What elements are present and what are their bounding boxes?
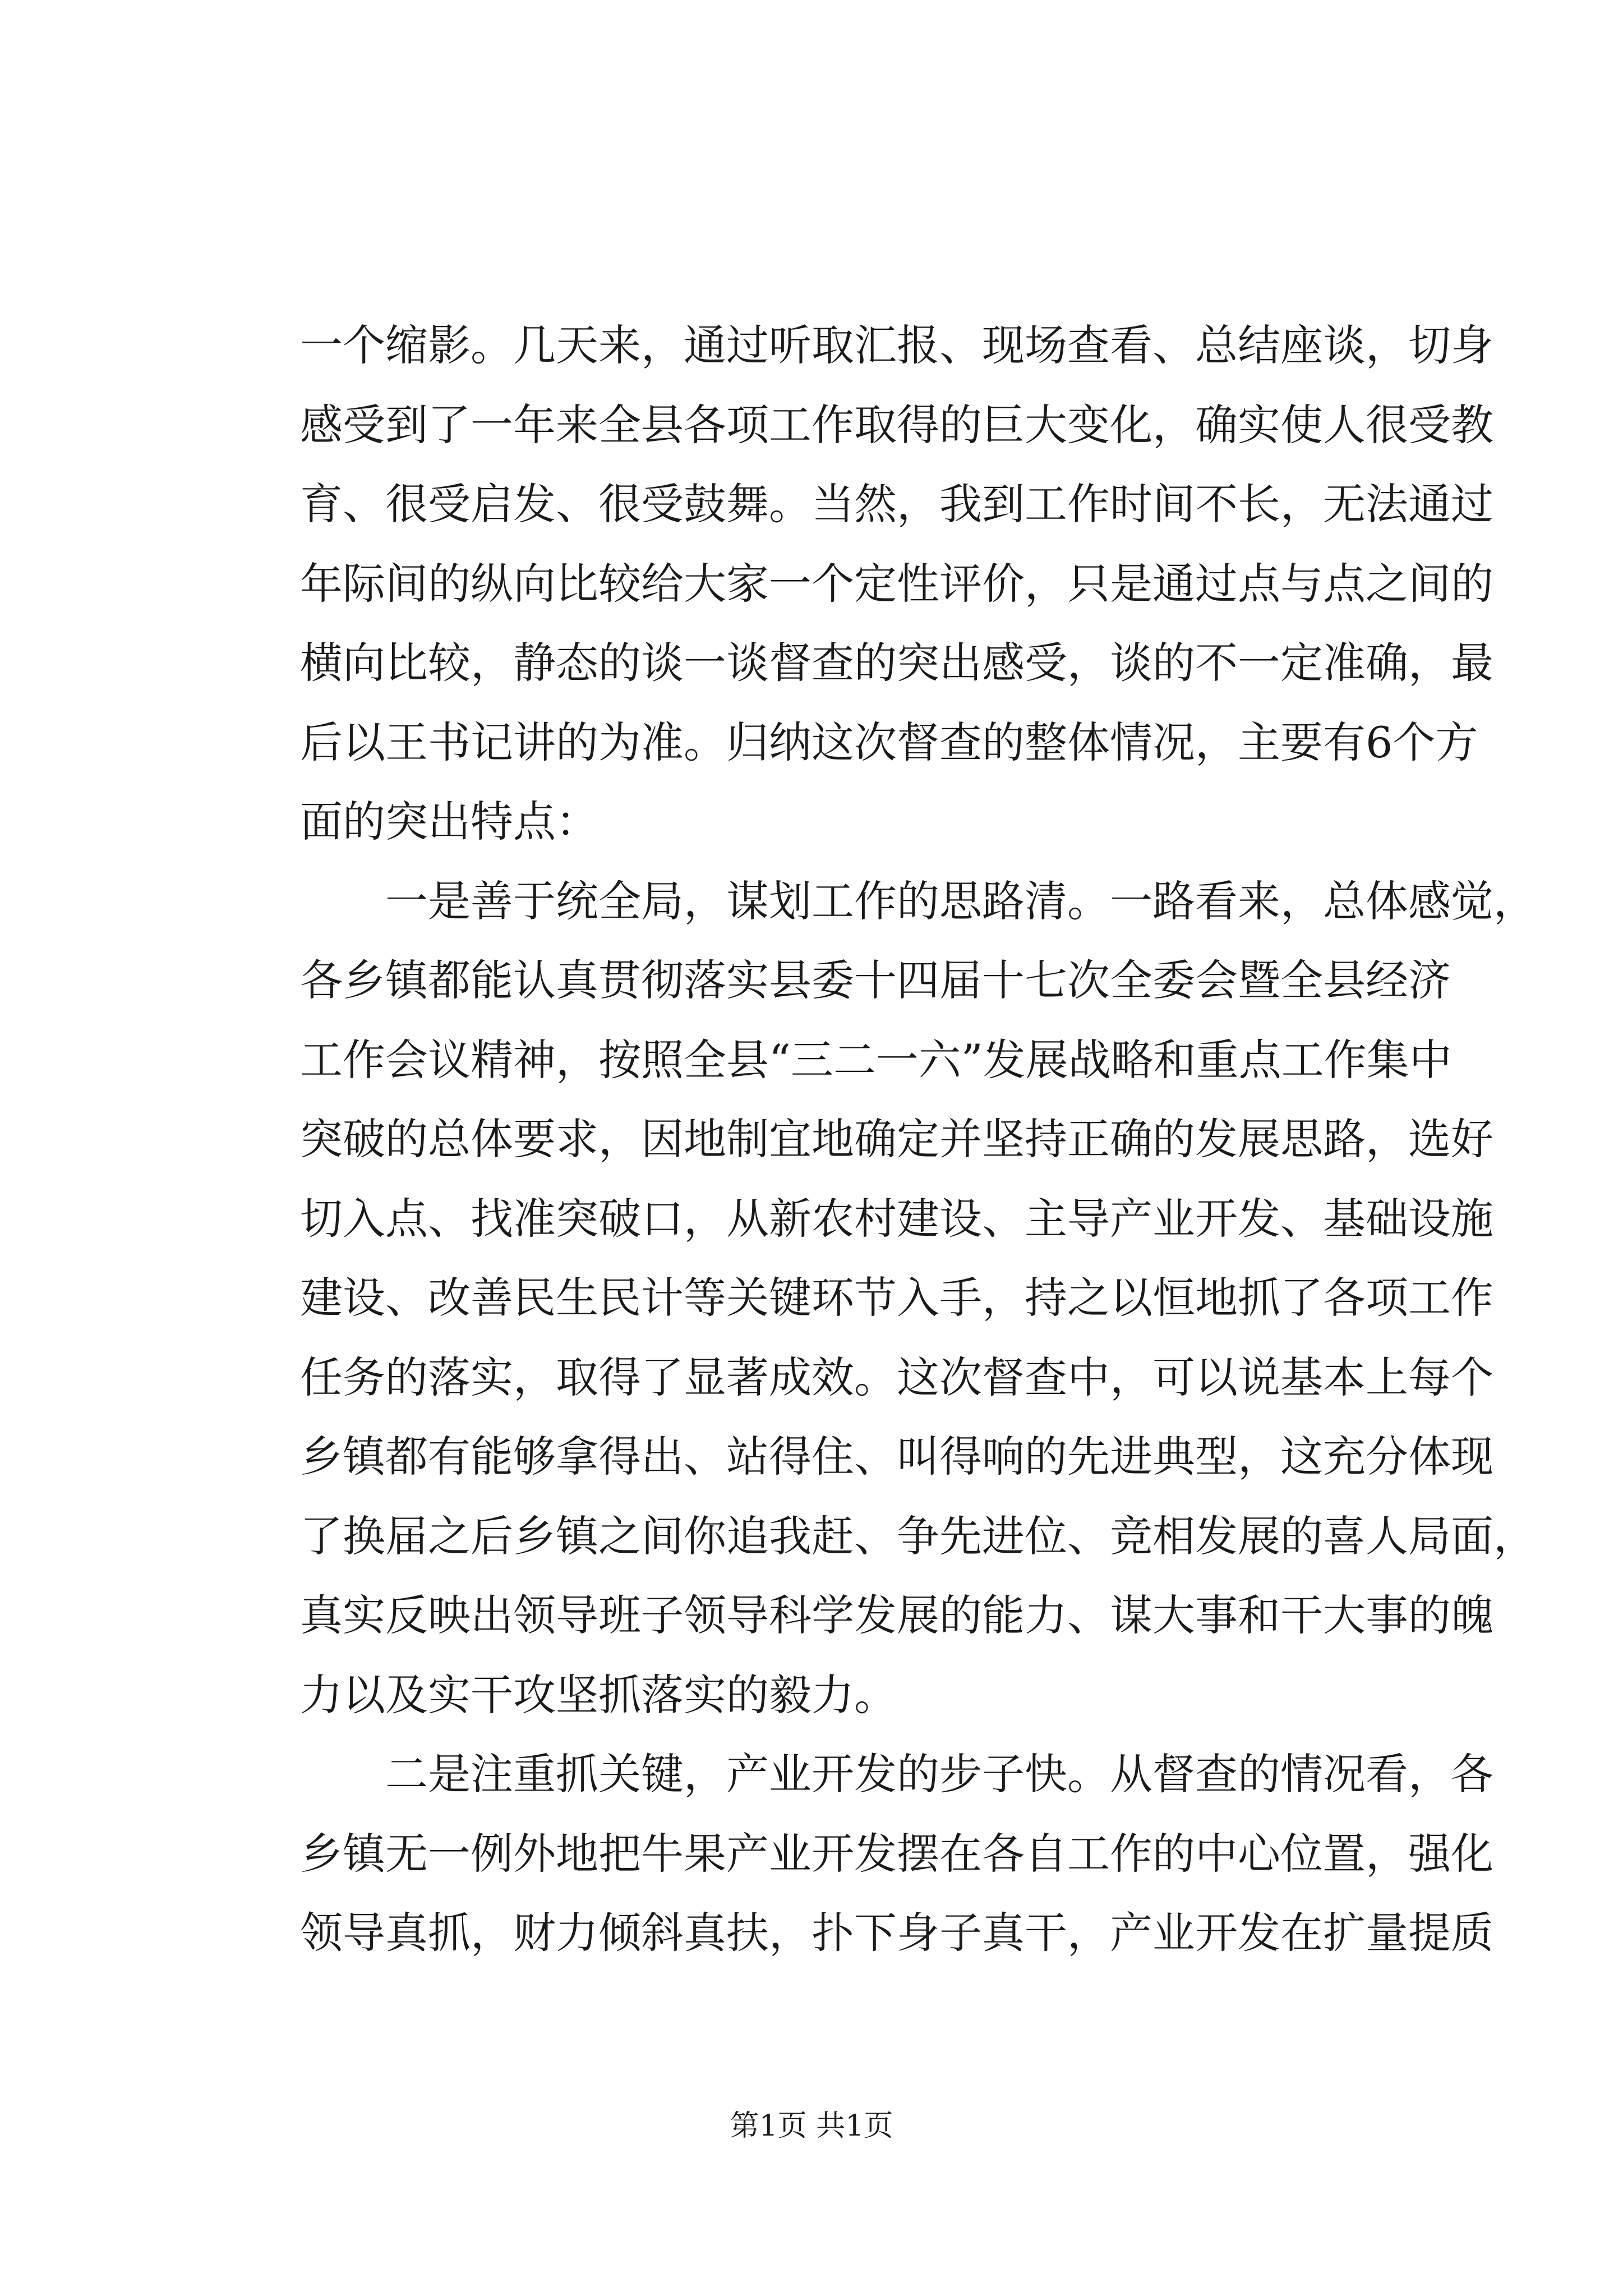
text-line: 了换届之后乡镇之间你追我赶、争先进位、竞相发展的喜人局面， (300, 1511, 1536, 1561)
text-line: 建设、改善民生民计等关键环节入手，持之以恒地抓了各项工作 (300, 1273, 1493, 1323)
text-line: 一是善于统全局，谋划工作的思路清。一路看来，总体感觉， (385, 876, 1536, 926)
paragraph-3 (300, 1734, 1493, 1973)
text-line: 乡镇无一例外地把牛果产业开发摆在各自工作的中心位置，强化 (300, 1828, 1493, 1879)
text-line: 面的突出特点： (300, 797, 598, 846)
text-line: 一个缩影。几天来，通过听取汇报、现场查看、总结座谈，切身 (300, 320, 1493, 370)
text-line: 突破的总体要求，因地制宜地确定并坚持正确的发展思路，选好 (300, 1114, 1493, 1164)
text-line: 领导真抓，财力倾斜真扶，扑下身子真干，产业开发在扩量提质 (300, 1908, 1493, 1958)
paragraph-1 (300, 306, 1493, 862)
text-line: 育、很受启发、很受鼓舞。当然，我到工作时间不长，无法通过 (300, 479, 1493, 529)
text-line: 横向比较，静态的谈一谈督查的突出感受，谈的不一定准确，最 (300, 638, 1493, 688)
text-line: 乡镇都有能够拿得出、站得住、叫得响的先进典型，这充分体现 (300, 1432, 1493, 1481)
text-line: 真实反映出领导班子领导科学发展的能力、谋大事和干大事的魄 (300, 1590, 1493, 1640)
text-line: 年际间的纵向比较给大家一个定性评价，只是通过点与点之间的 (300, 558, 1493, 609)
text-line: 工作会议精神，按照全县“三二一六”发展战略和重点工作集中 (300, 1034, 1452, 1085)
text-line: 后以王书记讲的为准。归纳这次督查的整体情况，主要有6个方 (300, 717, 1478, 767)
page-number-footer: 第1页 共1页 (730, 2109, 893, 2143)
text-line: 感受到了一年来全县各项工作取得的巨大变化，确实使人很受教 (300, 399, 1493, 450)
text-line: 二是注重抓关键，产业开发的步子快。从督查的情况看，各 (385, 1749, 1493, 1799)
text-line: 各乡镇都能认真贯彻落实县委十四届十七次全委会暨全县经济 (300, 955, 1451, 1005)
text-line: 任务的落实，取得了显著成效。这次督查中，可以说基本上每个 (300, 1352, 1493, 1402)
document-body (300, 306, 1536, 1973)
paragraph-2 (300, 862, 1536, 1735)
text-line: 切入点、找准突破口，从新农村建设、主导产业开发、基础设施 (300, 1193, 1493, 1244)
text-line: 力以及实干攻坚抓落实的毅力。 (300, 1669, 897, 1720)
